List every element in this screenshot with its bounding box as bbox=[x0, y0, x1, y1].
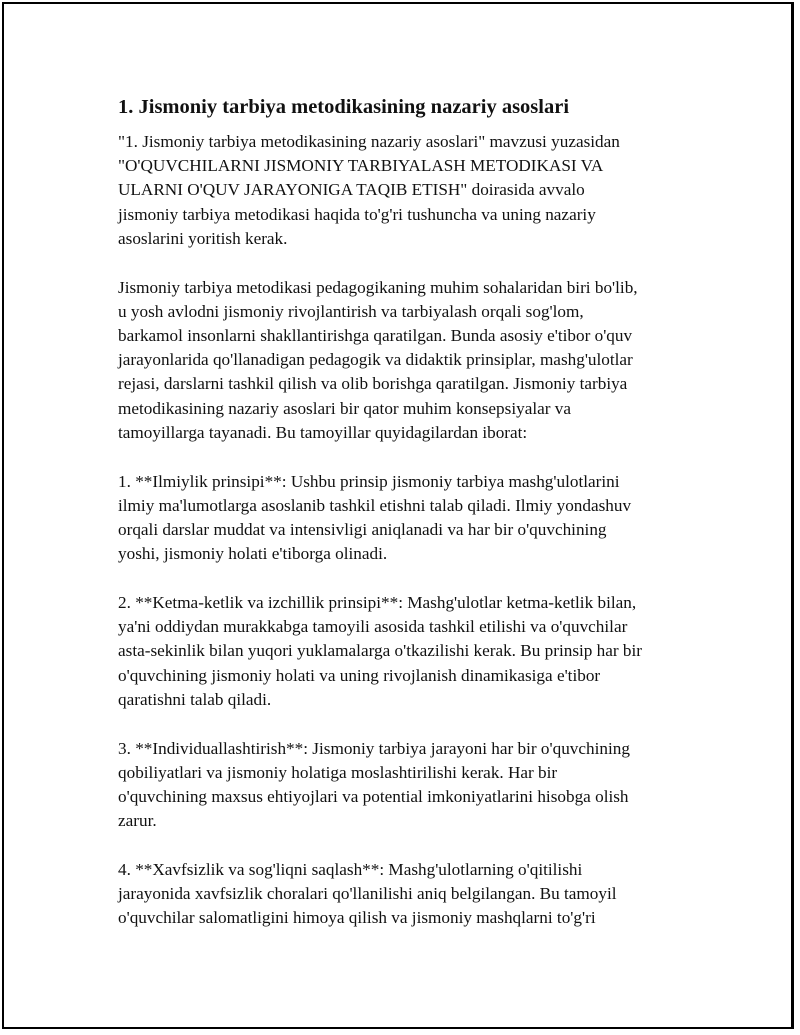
document-body bbox=[118, 92, 698, 955]
principle-2-paragraph: 2. **Ketma-ketlik va izchillik prinsipi**: Mashg'ulotlar ketma-ketlik bilan, ya'ni oddiydan murakkabga tamoyili asosida tashkil etilishi va o'quvchilar asta-sekinlik bilan yuqori yuklamalarga o'tkazilishi kerak. Bu prinsip har bir o'quvchining jismoniy holati va uning rivojlanish dinamikasiga e'tibor qaratishni talab qiladi. bbox=[118, 593, 643, 709]
principle-3-paragraph: 3. **Individuallashtirish**: Jismoniy tarbiya jarayoni har bir o'quvchining qobiliyatlari va jismoniy holatiga moslashtirilishi kerak. Har bir o'quvchining maxsus ehtiyojlari va potential imkoniyatlarini hisobga olish zarur. bbox=[118, 738, 630, 831]
overview-paragraph: Jismoniy tarbiya metodikasi pedagogikaning muhim sohalaridan biri bo'lib, u yosh avlodni jismoniy rivojlantirish va tarbiyalash orqali sog'lom, barkamol insonlarni shakllantirishga qaratilgan. Bunda asosiy e'tibor o'quv jarayonlarida qo'llanadigan pedagogik va didaktik prinsiplar, mashg'ulotlar rejasi, darslarni tashkil qilish va olib borishga qaratilgan. Jismoniy tarbiya metodikasining nazariy asoslari bir qator muhim konsepsiyalar va tamoyillarga tayanadi. Bu tamoyillar quyidagilardan iborat: bbox=[118, 277, 638, 442]
intro-paragraph: "1. Jismoniy tarbiya metodikasining nazariy asoslari" mavzusi yuzasidan "O'QUVCHILARNI JISMONIY TARBIYALASH METODIKASI VA ULARNI O'QUV JARAYONIGA TAQIB ETISH" doirasida avvalo jismoniy tarbiya metodikasi haqida to'g'ri tushuncha va uning nazariy asoslarini yoritish kerak. bbox=[118, 132, 620, 248]
section-heading: 1. Jismoniy tarbiya metodikasining nazariy asoslari bbox=[118, 96, 570, 118]
principle-4-paragraph: 4. **Xavfsizlik va sog'liqni saqlash**: Mashg'ulotlarning o'qitilishi jarayonida xavfsizlik choralari qo'llanilishi aniq belgilangan. Bu tamoyil o'quvchilar salomatligini himoya qilish va jismoniy mashqlarni to'g'ri bbox=[118, 860, 617, 928]
principle-1-paragraph: 1. **Ilmiylik prinsipi**: Ushbu prinsip jismoniy tarbiya mashg'ulotlarini ilmiy ma'lumotlarga asoslanib tashkil etishni talab qiladi. Ilmiy yondashuv orqali darslar muddat va intensivligi aniqlanadi va har bir o'quvchining yoshi, jismoniy holati e'tiborga olinadi. bbox=[118, 471, 632, 564]
